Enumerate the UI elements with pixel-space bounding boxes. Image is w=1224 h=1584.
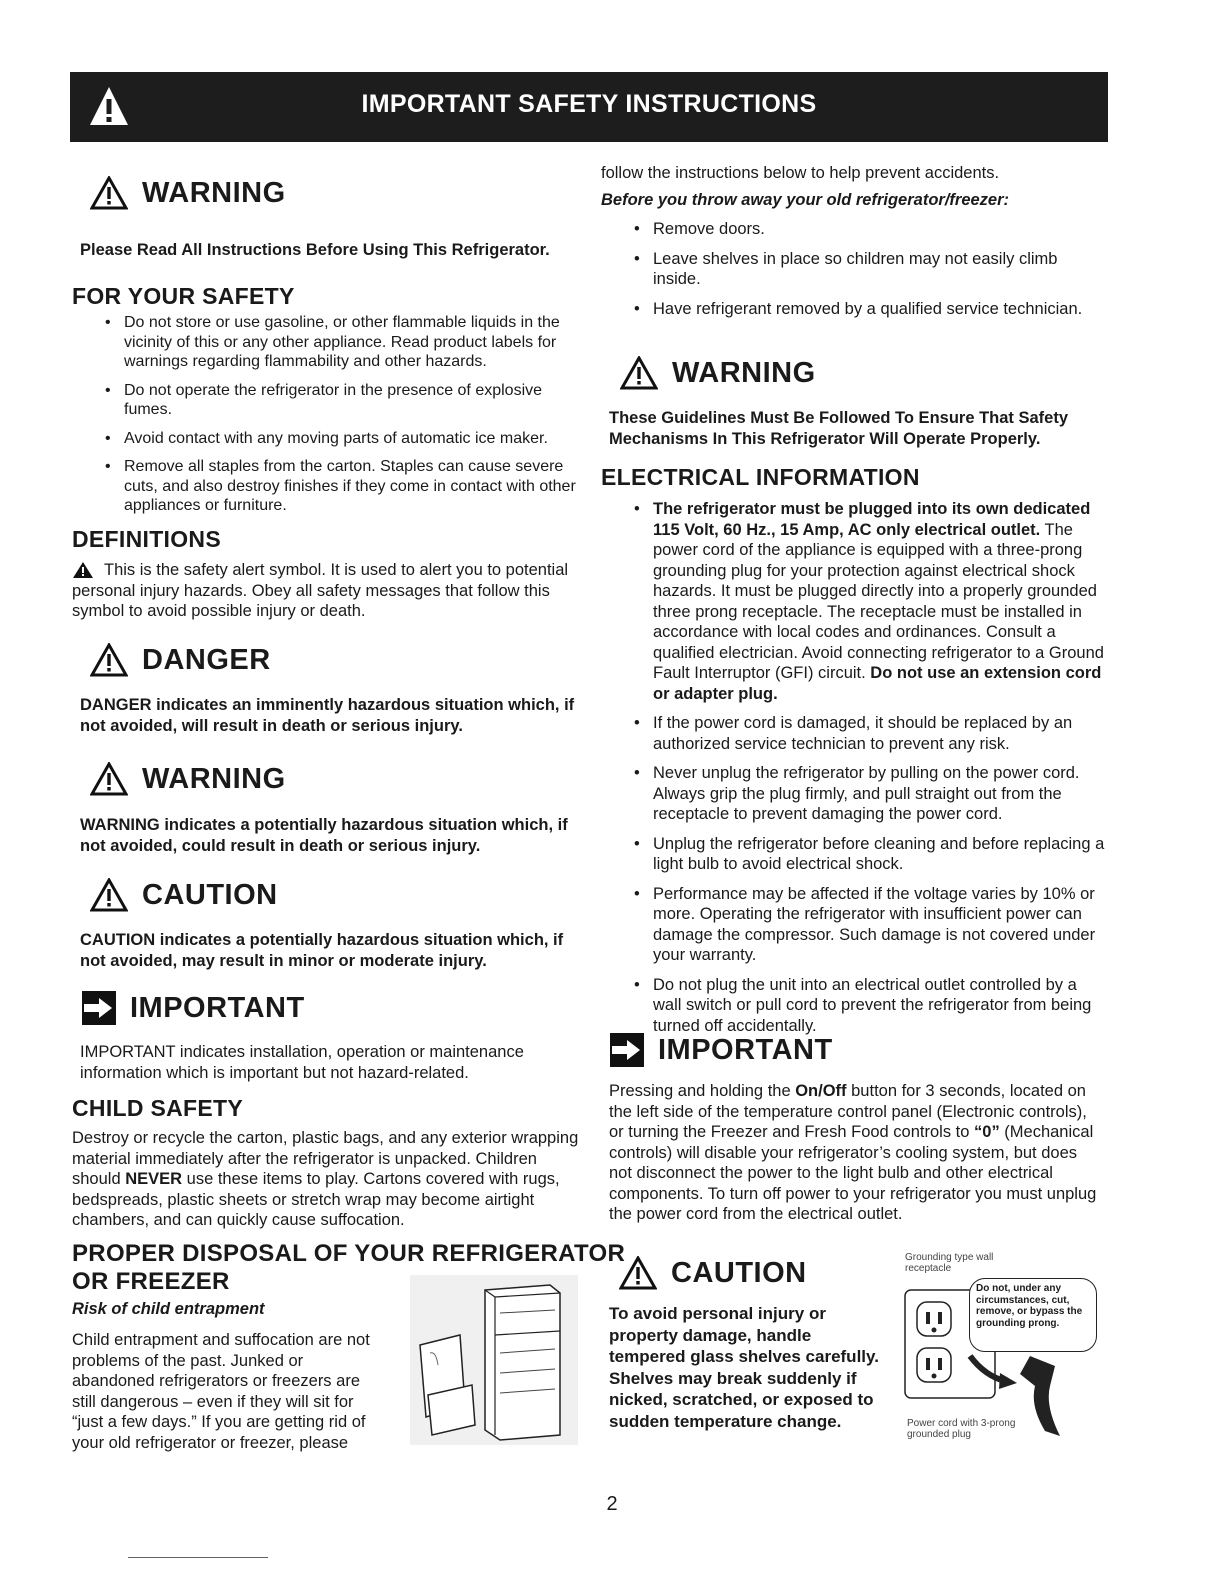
list-item: • Avoid contact with any moving parts of automatic ice maker. [72, 429, 582, 449]
caution-label: CAUTION [142, 878, 278, 911]
warning-label: WARNING [142, 176, 286, 209]
disposal-heading-line2: OR FREEZER [72, 1268, 230, 1295]
electrical-item-text: The power cord of the appliance is equipped with a three-prong grounding plug for your protection against electrical shock hazards. It must be plugged directly into a properly grounded three prong receptacle. The receptacle must be installed in accordance with local codes and ordinances. Consult a qualified electrician. Avoid connecting refrigerator to a Ground Fault Interruptor (GFI) circuit. [653, 520, 1104, 682]
safety-alert-icon [620, 356, 658, 390]
danger-signal [90, 643, 271, 677]
safety-alert-icon [90, 643, 128, 677]
before-throw-away-list [601, 219, 1101, 328]
important-label: IMPORTANT [130, 991, 305, 1024]
electrical-list [601, 499, 1106, 1045]
child-safety-text-b: use these items to play. Cartons covered with rugs, bedspreads, plastic sheets or stretch wrap may become airtight chambers, and can quickly cause suffocation. [72, 1170, 560, 1229]
safety-alert-icon [90, 762, 128, 796]
list-item: • If the power cord is damaged, it should be replaced by an authorized service technician to prevent any risk. [601, 713, 1106, 754]
list-item: • Never unplug the refrigerator by pulling on the power cord. Always grip the plug firmly, and pull straight out from the receptacle to prevent damaging the power cord. [601, 763, 1106, 825]
grounding-prong-callout: Do not, under any circumstances, cut, remove, or bypass the grounding prong. [969, 1278, 1097, 1352]
caution-signal [90, 878, 278, 912]
important-arrow-icon [82, 991, 116, 1025]
list-item [601, 499, 1106, 704]
important-text-b: button for 3 seconds, located on the left side of the temperature control panel (Electronic controls), or turning the Freezer and Fresh Food controls to [609, 1082, 1087, 1141]
child-safety-never: NEVER [125, 1170, 183, 1188]
list-item: • Performance may be affected if the voltage varies by 10% or more. Operating the refrigerator with insufficient power can damage the compressor. Such damage is not covered under your warranty. [601, 884, 1106, 966]
list-item: • Do not operate the refrigerator in the presence of explosive fumes. [72, 381, 582, 420]
disposal-subheading: Risk of child entrapment [72, 1300, 265, 1318]
caution-signal-2 [619, 1256, 807, 1290]
for-your-safety-heading: FOR YOUR SAFETY [72, 283, 295, 309]
for-your-safety-list [72, 313, 582, 525]
electrical-item-bold2: Do not use an extension cord or adapter plug. [653, 664, 1102, 703]
danger-text: DANGER indicates an imminently hazardous situation which, if not avoided, will result in death or serious injury. [80, 696, 575, 735]
important-signal [82, 991, 305, 1025]
safety-alert-icon [90, 878, 128, 912]
important-label: IMPORTANT [658, 1033, 833, 1066]
list-item: • Unplug the refrigerator before cleaning and before replacing a light bulb to avoid electrical shock. [601, 834, 1106, 875]
important-text-2 [609, 1081, 1099, 1225]
disposal-text: Child entrapment and suffocation are not problems of the past. Junked or abandoned refrigerators or freezers are still dangerous – even if they will sit for “just a few days.” If you are getting rid of your old refrigerator or freezer, please [72, 1331, 370, 1452]
grounded-plug-figure [895, 1246, 1105, 1446]
list-item: • Have refrigerant removed by a qualified service technician. [601, 299, 1101, 320]
important-arrow-icon [610, 1033, 644, 1067]
important-text: IMPORTANT indicates installation, operation or maintenance information which is important but not hazard-related. [80, 1043, 524, 1082]
definitions-body: This is the safety alert symbol. It is used to alert you to potential personal injury hazards. Obey all safety messages that follow this symbol to avoid possible injury or death. [72, 561, 569, 620]
safety-alert-icon [72, 561, 94, 579]
caution-label: CAUTION [671, 1256, 807, 1289]
important-signal-2 [610, 1033, 833, 1067]
footer-rule [128, 1557, 268, 1558]
list-item: • Do not plug the unit into an electrical outlet controlled by a wall switch or pull cord to prevent the refrigerator from being turned off accidentally. [601, 975, 1106, 1037]
warning-label: WARNING [142, 762, 286, 795]
important-text-a: Pressing and holding the [609, 1082, 796, 1100]
zero-label: “0” [974, 1123, 1000, 1141]
definitions-text [72, 560, 582, 622]
important-text-c: (Mechanical controls) will disable your refrigerator’s cooling system, but does not disconnect the power to the light bulb and other electrical components. To turn off power to your refrigerator you must unplug the power cord from the electrical outlet. [609, 1123, 1097, 1223]
child-safety-text [72, 1128, 582, 1231]
list-item: • Do not store or use gasoline, or other flammable liquids in the vicinity of this or any other appliance. Read product labels for warnings regarding flammability and other hazards. [72, 313, 582, 372]
definitions-heading: DEFINITIONS [72, 526, 221, 552]
list-item: • Leave shelves in place so children may not easily climb inside. [601, 249, 1101, 290]
onoff-label: On/Off [795, 1082, 847, 1100]
caution-text: CAUTION indicates a potentially hazardous situation which, if not avoided, may result in minor or moderate injury. [80, 931, 564, 970]
warning-signal-1 [90, 176, 286, 210]
list-item: • Remove all staples from the carton. Staples can cause severe cuts, and also destroy finishes if they come in contact with other appliances or furniture. [72, 457, 582, 516]
warning-signal-2 [90, 762, 286, 796]
electrical-heading: ELECTRICAL INFORMATION [601, 464, 920, 490]
warning-label: WARNING [672, 356, 816, 389]
caution-text-2: To avoid personal injury or property damage, handle tempered glass shelves carefully. Shelves may break suddenly if nicked, scratched, or exposed to sudden temperature change. [609, 1304, 879, 1431]
child-safety-heading: CHILD SAFETY [72, 1095, 243, 1121]
warning-signal-3 [620, 356, 816, 390]
refrigerator-illustration [410, 1275, 578, 1445]
warning-text-1: Please Read All Instructions Before Using This Refrigerator. [80, 241, 550, 259]
electrical-item-bold: The refrigerator must be plugged into its own dedicated 115 Volt, 60 Hz., 15 Amp, AC only electrical outlet. [653, 500, 1091, 539]
page-number: 2 [606, 1493, 618, 1515]
before-throw-away-heading: Before you throw away your old refrigerator/freezer: [601, 191, 1010, 209]
warning-text-3: These Guidelines Must Be Followed To Ensure That Safety Mechanisms In This Refrigerator Will Operate Properly. [609, 409, 1069, 448]
disposal-continued: follow the instructions below to help prevent accidents. [601, 164, 1000, 182]
safety-alert-icon [90, 176, 128, 210]
banner-title: IMPORTANT SAFETY INSTRUCTIONS [361, 90, 817, 118]
plug-label: Power cord with 3-prong grounded plug [907, 1418, 1016, 1440]
safety-banner [70, 72, 1108, 142]
child-safety-text-a: Destroy or recycle the carton, plastic bags, and any exterior wrapping material immediately after the refrigerator is unpacked. Children should [72, 1129, 579, 1188]
warning-text-2: WARNING indicates a potentially hazardous situation which, if not avoided, could result in death or serious injury. [80, 816, 568, 855]
list-item: • Remove doors. [601, 219, 1101, 240]
disposal-heading-line1: PROPER DISPOSAL OF YOUR REFRIGERATOR [72, 1240, 626, 1267]
safety-alert-icon [619, 1256, 657, 1290]
receptacle-label: Grounding type wall receptacle [905, 1252, 994, 1274]
danger-label: DANGER [142, 643, 271, 676]
